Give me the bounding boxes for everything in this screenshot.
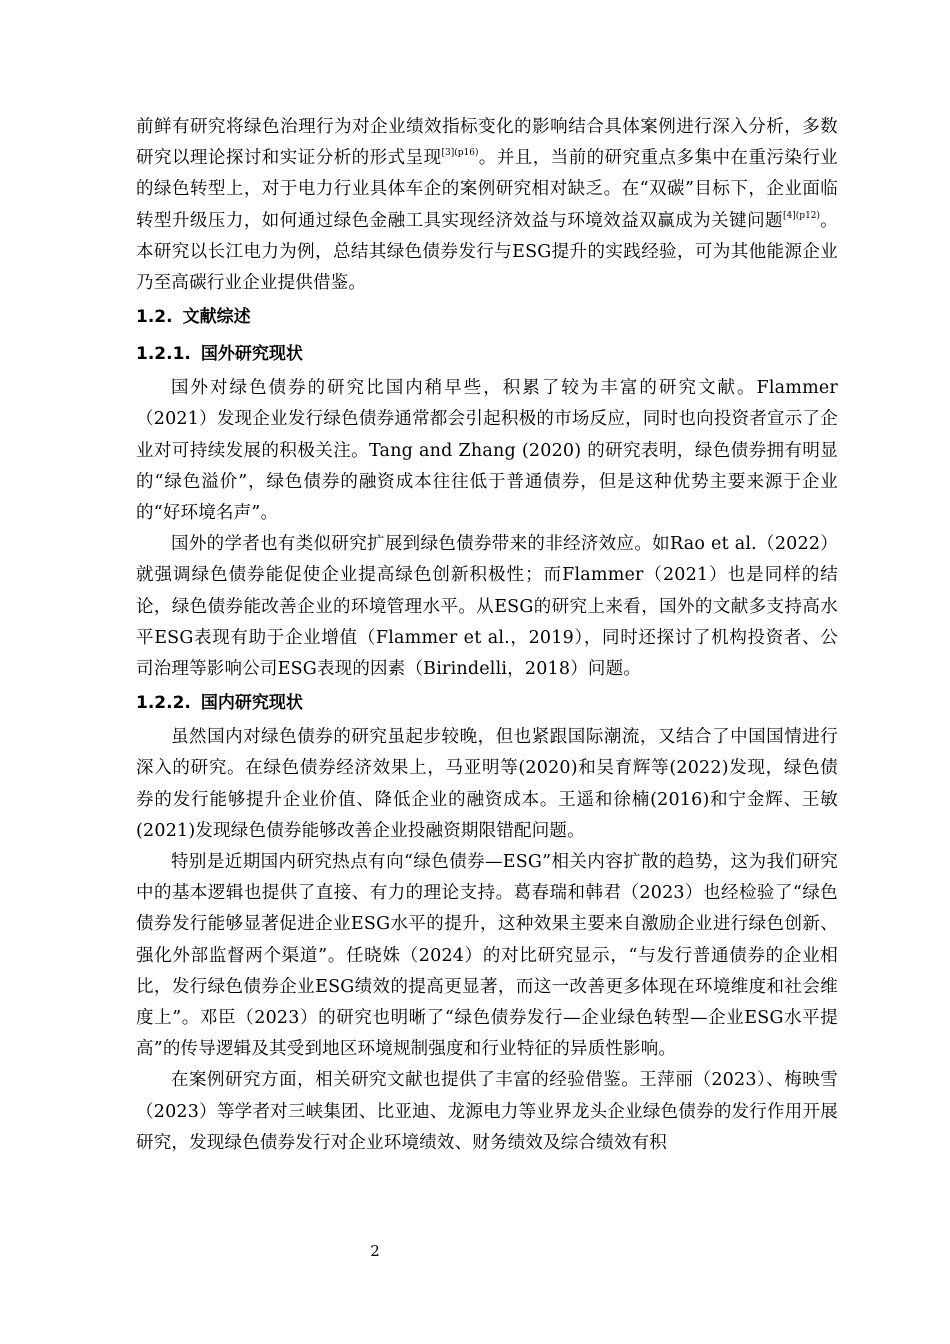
domestic-paragraph-1: 虽然国内对绿色债券的研究虽起步较晚，但也紧跟国际潮流，又结合了中国国情进行深入的研究。在绿色债券经济效果上，马亚明等(2020)和吴育辉等(2022)发现，绿色债券的发行能够提升企业价值、降低企业的融资成本。王遥和徐楠(2016)和宁金辉、王敏(2021)发现绿色债券能够改善企业投融资期限错配问题。: [136, 727, 838, 841]
subsection-number: 1.2.1.: [136, 344, 191, 365]
domestic-paragraph-2: 特别是近期国内研究热点有向“绿色债券—ESG”相关内容扩散的趋势，这为我们研究中的基本逻辑也提供了直接、有力的理论支持。葛春瑞和韩君（2023）也经检验了“绿色债券发行能够显著促进企业ESG水平的提升，这种效果主要来自激励企业进行绿色创新、强化外部监督两个渠道”。任晓姝（2024）的对比研究显示，“与发行普通债券的企业相比，发行绿色债券企业ESG绩效的提高更显著，而这一改善更多体现在环境维度和社会维度上”。邓臣（2023）的研究也明晰了“绿色债券发行—企业绿色转型—企业ESG水平提高”的传导逻辑及其受到地区环境规制强度和行业特征的异质性影响。: [136, 852, 838, 1060]
subsection-title: 国内研究现状: [200, 693, 303, 714]
subsection-number: 1.2.2.: [136, 693, 191, 714]
subsection-heading-domestic-research: [136, 685, 838, 722]
intro-text-1: 前鲜有研究将绿色治理行为对企业绩效指标变化的影响结合具体案例进行深入分析，多数研究以理论探讨和实证分析的形式呈现: [136, 117, 838, 169]
page-number: 2: [370, 1242, 380, 1260]
subsection-title: 国外研究现状: [200, 344, 303, 365]
domestic-paragraph-3: 在案例研究方面，相关研究文献也提供了丰富的经验借鉴。王萍丽（2023）、梅映雪（2023）等学者对三峡集团、比亚迪、龙源电力等业界龙头企业绿色债券的发行作用开展研究，发现绿色债券发行对企业环境绩效、财务绩效及综合绩效有积: [136, 1070, 838, 1153]
section-heading-literature-review: [136, 299, 838, 336]
intro-text-2: 。并且，当前的研究重点多集中在重污染行业的绿色转型上，对于电力行业具体车企的案例研究相对缺乏。在“双碳”目标下，企业面临转型升级压力，如何通过绿色金融工具实现经济效益与环境效益双赢成为关键问题: [136, 148, 838, 231]
document-page: [136, 112, 838, 1159]
citation-3: [3](p16): [441, 148, 479, 159]
intro-paragraph: [136, 112, 838, 299]
section-number: 1.2.: [136, 307, 173, 328]
section-title: 文献综述: [182, 307, 251, 328]
foreign-paragraph-1: 国外对绿色债券的研究比国内稍早些，积累了较为丰富的研究文献。Flammer（2021）发现企业发行绿色债券通常都会引起积极的市场反应，同时也向投资者宣示了企业对可持续发展的积极关注。Tang and Zhang (2020) 的研究表明，绿色债券拥有明显的“绿色溢价”，绿色债券的融资成本往往低于普通债券，但是这种优势主要来源于企业的“好环境名声”。: [136, 378, 838, 524]
foreign-paragraph-2: 国外的学者也有类似研究扩展到绿色债券带来的非经济效应。如Rao et al.（2022）就强调绿色债券能促使企业提高绿色创新积极性；而Flammer（2021）也是同样的结论，绿色债券能改善企业的环境管理水平。从ESG的研究上来看，国外的文献多支持高水平ESG表现有助于企业增值（Flammer et al.，2019），同时还探讨了机构投资者、公司治理等影响公司ESG表现的因素（Birindelli，2018）问题。: [136, 534, 838, 680]
subsection-heading-foreign-research: [136, 336, 838, 373]
citation-4: [4](p12): [783, 210, 821, 221]
intro-text-3: 。本研究以长江电力为例，总结其绿色债券发行与ESG提升的实践经验，可为其他能源企业乃至高碳行业企业提供借鉴。: [136, 210, 839, 294]
